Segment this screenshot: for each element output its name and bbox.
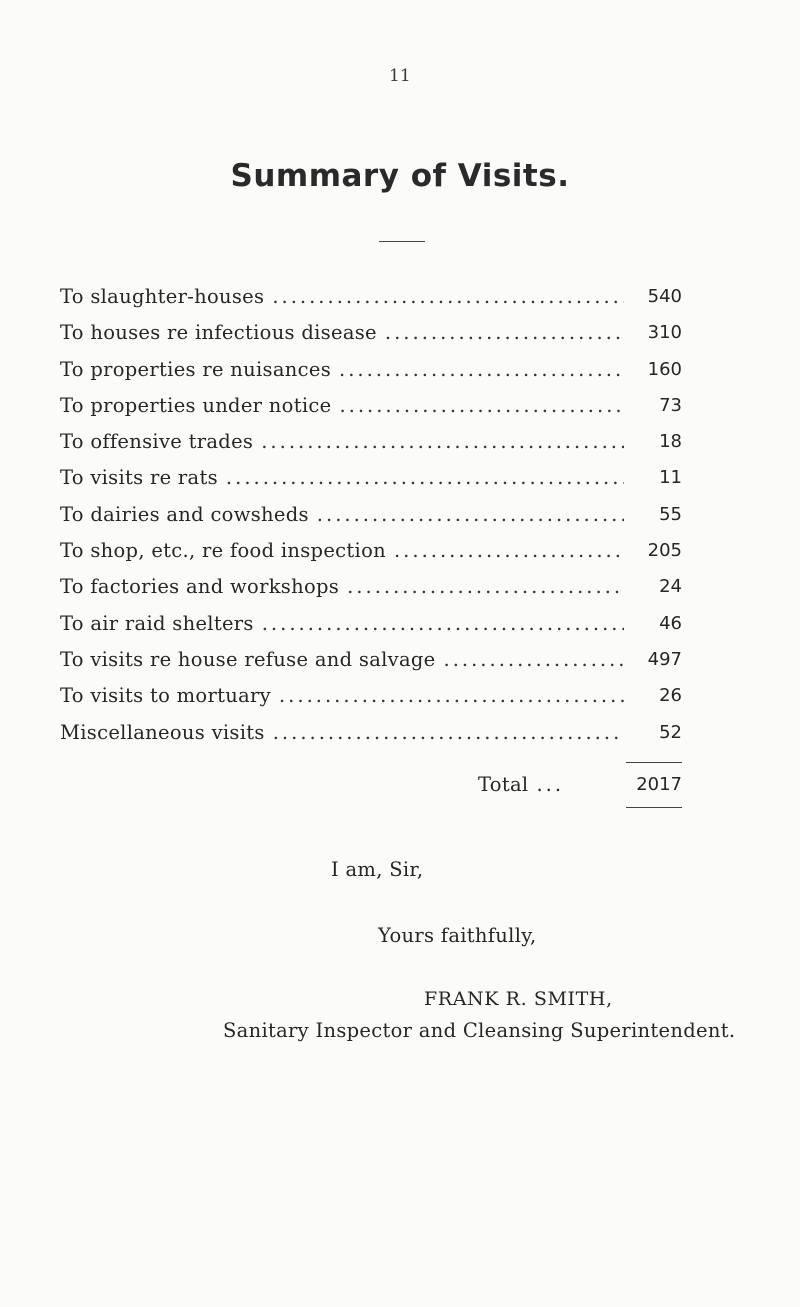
total-label: Total [478,773,529,796]
dot-leader [309,497,624,533]
visit-label: To visits re rats [60,466,218,490]
visit-count: 18 [659,431,682,453]
visit-label: To air raid shelters [60,611,254,635]
dot-leader [254,606,624,642]
visit-row [60,352,682,388]
visit-label: Miscellaneous visits [60,720,265,744]
visit-count: 24 [659,576,682,598]
visit-row [60,642,682,678]
visit-count: 52 [659,721,682,743]
total-row [478,767,682,803]
visit-count: 26 [659,685,682,707]
dot-leader [271,678,624,714]
dot-leader [264,279,624,315]
visit-count: 160 [647,358,682,380]
visit-row [60,533,682,569]
page-number: 11 [389,66,411,86]
total-rule-top [626,762,682,763]
visit-row [60,424,682,460]
total-dot-leader: ... [536,773,565,796]
visit-count: 497 [647,648,682,670]
visit-row [60,678,682,714]
greeting: I am, Sir, [331,858,424,881]
visit-row [60,460,682,496]
visit-label: To slaughter-houses [60,285,265,308]
title-divider [379,241,425,242]
visit-count: 55 [659,503,682,525]
visit-label: To offensive trades [60,430,254,454]
visit-row [60,497,682,533]
visit-label: To properties under notice [60,393,332,417]
visit-row [60,388,682,424]
total-rule-bottom [626,807,682,808]
visit-count: 310 [647,322,682,344]
total-value: 2017 [636,774,682,795]
signature-name: FRANK R. SMITH, [424,988,613,1010]
visit-count: 73 [659,394,682,416]
dot-leader [265,715,624,751]
visit-label: To dairies and cowsheds [60,502,309,526]
visit-count: 205 [647,540,682,562]
visit-row [60,569,682,605]
signature-title: Sanitary Inspector and Cleansing Superintendent. [223,1019,736,1042]
dot-leader [339,569,624,605]
visit-row [60,715,682,751]
closing: Yours faithfully, [378,924,537,947]
page-title: Summary of Visits. [230,158,570,194]
dot-leader [377,315,624,351]
dot-leader [436,642,624,678]
visits-list [60,279,682,751]
visit-label: To visits re house refuse and salvage [60,647,436,671]
visit-row [60,279,682,315]
visit-count: 46 [659,612,682,634]
dot-leader [218,460,624,496]
visit-row [60,315,682,351]
dot-leader [386,533,624,569]
visit-label: To shop, etc., re food inspection [60,539,386,563]
dot-leader [331,388,624,424]
visit-label: To properties re nuisances [60,357,332,381]
dot-leader [253,424,624,460]
visit-row [60,606,682,642]
visit-count: 540 [647,286,682,307]
visit-label: To houses re infectious disease [60,321,377,345]
visit-label: To visits to mortuary [60,684,271,708]
dot-leader [331,352,624,388]
visit-label: To factories and workshops [60,575,340,599]
visit-count: 11 [659,467,682,489]
